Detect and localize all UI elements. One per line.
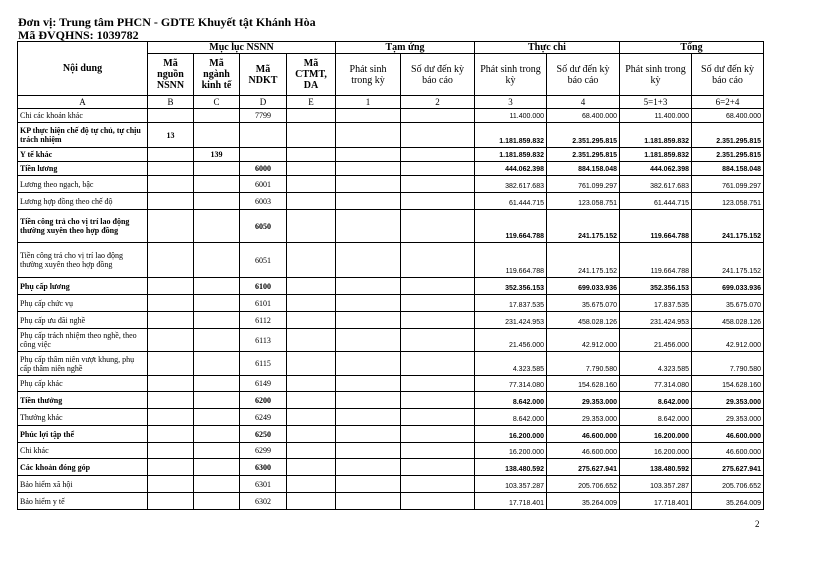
row-name: Phụ cấp trách nhiệm theo nghề, theo công việc bbox=[18, 329, 148, 352]
row-ma-ndkt: 6001 bbox=[240, 176, 287, 193]
row-tam-ung-phat-sinh bbox=[336, 352, 401, 376]
unit-name: Đơn vị: Trung tâm PHCN - GDTE Khuyết tật Khánh Hòa bbox=[18, 15, 316, 29]
row-tong-phat-sinh: 61.444.715 bbox=[620, 193, 692, 210]
row-name: Chi các khoản khác bbox=[18, 109, 148, 123]
table-row bbox=[18, 295, 764, 312]
row-thuc-chi-phat-sinh: 1.181.859.832 bbox=[475, 148, 547, 162]
row-thuc-chi-so-du: 458.028.126 bbox=[547, 312, 620, 329]
row-tam-ung-so-du bbox=[401, 476, 475, 493]
row-ma-ctmt bbox=[287, 409, 336, 426]
row-tam-ung-so-du bbox=[401, 392, 475, 409]
row-name: Tiền thưởng bbox=[18, 392, 148, 409]
table-row bbox=[18, 148, 764, 162]
row-thuc-chi-so-du: 68.400.000 bbox=[547, 109, 620, 123]
table-row bbox=[18, 193, 764, 210]
row-ma-ndkt bbox=[240, 148, 287, 162]
row-thuc-chi-phat-sinh: 17.718.401 bbox=[475, 493, 547, 510]
row-tong-phat-sinh: 119.664.788 bbox=[620, 210, 692, 243]
row-thuc-chi-so-du: 46.600.000 bbox=[547, 426, 620, 443]
row-tong-phat-sinh: 8.642.000 bbox=[620, 392, 692, 409]
col-ma-ndkt: Mã NDKT bbox=[240, 54, 287, 96]
row-ma-nguon bbox=[148, 278, 194, 295]
row-thuc-chi-phat-sinh: 77.314.080 bbox=[475, 376, 547, 392]
row-ma-nguon bbox=[148, 210, 194, 243]
col-tong: Tổng bbox=[620, 42, 764, 54]
row-thuc-chi-so-du: 29.353.000 bbox=[547, 392, 620, 409]
row-ma-ndkt: 6299 bbox=[240, 443, 287, 459]
row-tam-ung-phat-sinh bbox=[336, 312, 401, 329]
row-name: Bảo hiểm y tế bbox=[18, 493, 148, 510]
col-thuc-chi: Thực chi bbox=[475, 42, 620, 54]
row-ma-ndkt: 6101 bbox=[240, 295, 287, 312]
table-row bbox=[18, 352, 764, 376]
row-ma-nguon bbox=[148, 312, 194, 329]
row-tam-ung-so-du bbox=[401, 210, 475, 243]
row-thuc-chi-so-du: 699.033.936 bbox=[547, 278, 620, 295]
table-row bbox=[18, 493, 764, 510]
row-tong-so-du: 2.351.295.815 bbox=[692, 123, 764, 148]
row-thuc-chi-phat-sinh: 138.480.592 bbox=[475, 459, 547, 476]
row-ma-ctmt bbox=[287, 312, 336, 329]
col-muc-luc: Mục lục NSNN bbox=[148, 42, 336, 54]
table-row bbox=[18, 329, 764, 352]
row-name: KP thực hiện chế độ tự chủ, tự chịu trách nhiệm bbox=[18, 123, 148, 148]
table-row bbox=[18, 409, 764, 426]
row-tam-ung-phat-sinh bbox=[336, 459, 401, 476]
row-ma-ctmt bbox=[287, 148, 336, 162]
row-name: Lương theo ngạch, bậc bbox=[18, 176, 148, 193]
col-letter: B bbox=[148, 96, 194, 109]
table-row bbox=[18, 459, 764, 476]
row-tong-so-du: 458.028.126 bbox=[692, 312, 764, 329]
row-ma-ctmt bbox=[287, 123, 336, 148]
row-ma-ndkt: 6302 bbox=[240, 493, 287, 510]
row-thuc-chi-phat-sinh: 231.424.953 bbox=[475, 312, 547, 329]
row-ma-nganh bbox=[194, 312, 240, 329]
row-ma-nganh bbox=[194, 392, 240, 409]
row-tong-phat-sinh: 1.181.859.832 bbox=[620, 148, 692, 162]
row-tong-phat-sinh: 119.664.788 bbox=[620, 243, 692, 278]
col-ma-ctmt: Mã CTMT, DA bbox=[287, 54, 336, 96]
row-tam-ung-so-du bbox=[401, 176, 475, 193]
row-ma-ctmt bbox=[287, 352, 336, 376]
row-name: Các khoản đóng góp bbox=[18, 459, 148, 476]
row-thuc-chi-so-du: 205.706.652 bbox=[547, 476, 620, 493]
row-ma-ndkt: 6100 bbox=[240, 278, 287, 295]
row-tam-ung-phat-sinh bbox=[336, 329, 401, 352]
row-tam-ung-phat-sinh bbox=[336, 278, 401, 295]
row-tong-phat-sinh: 11.400.000 bbox=[620, 109, 692, 123]
col-letter: C bbox=[194, 96, 240, 109]
row-tong-phat-sinh: 4.323.585 bbox=[620, 352, 692, 376]
row-tam-ung-so-du bbox=[401, 329, 475, 352]
report-table bbox=[17, 41, 764, 510]
row-tong-phat-sinh: 16.200.000 bbox=[620, 426, 692, 443]
row-ma-ctmt bbox=[287, 329, 336, 352]
row-thuc-chi-phat-sinh: 1.181.859.832 bbox=[475, 123, 547, 148]
row-ma-ctmt bbox=[287, 392, 336, 409]
row-tam-ung-phat-sinh bbox=[336, 443, 401, 459]
row-ma-nguon bbox=[148, 243, 194, 278]
row-tam-ung-so-du bbox=[401, 243, 475, 278]
row-ma-nganh bbox=[194, 243, 240, 278]
row-tong-so-du: 29.353.000 bbox=[692, 409, 764, 426]
row-tam-ung-so-du bbox=[401, 409, 475, 426]
row-tong-so-du: 241.175.152 bbox=[692, 210, 764, 243]
row-tong-so-du: 761.099.297 bbox=[692, 176, 764, 193]
row-tam-ung-so-du bbox=[401, 148, 475, 162]
row-thuc-chi-phat-sinh: 61.444.715 bbox=[475, 193, 547, 210]
row-ma-nguon bbox=[148, 493, 194, 510]
table-row bbox=[18, 176, 764, 193]
row-tam-ung-phat-sinh bbox=[336, 210, 401, 243]
row-ma-ndkt: 6113 bbox=[240, 329, 287, 352]
row-ma-ctmt bbox=[287, 376, 336, 392]
row-thuc-chi-phat-sinh: 4.323.585 bbox=[475, 352, 547, 376]
row-name: Phụ cấp chức vụ bbox=[18, 295, 148, 312]
table-row bbox=[18, 243, 764, 278]
table-row bbox=[18, 123, 764, 148]
row-ma-ctmt bbox=[287, 243, 336, 278]
col-letter: A bbox=[18, 96, 148, 109]
row-tam-ung-so-du bbox=[401, 376, 475, 392]
col-letter: E bbox=[287, 96, 336, 109]
row-tam-ung-phat-sinh bbox=[336, 376, 401, 392]
row-ma-ndkt: 6249 bbox=[240, 409, 287, 426]
row-thuc-chi-phat-sinh: 444.062.398 bbox=[475, 162, 547, 176]
row-ma-ctmt bbox=[287, 278, 336, 295]
row-ma-ndkt: 6301 bbox=[240, 476, 287, 493]
col-letter: 1 bbox=[336, 96, 401, 109]
row-thuc-chi-phat-sinh: 8.642.000 bbox=[475, 409, 547, 426]
row-tong-so-du: 46.600.000 bbox=[692, 426, 764, 443]
row-tong-phat-sinh: 352.356.153 bbox=[620, 278, 692, 295]
row-ma-nganh bbox=[194, 109, 240, 123]
table-row bbox=[18, 109, 764, 123]
row-thuc-chi-phat-sinh: 382.617.683 bbox=[475, 176, 547, 193]
row-thuc-chi-so-du: 2.351.295.815 bbox=[547, 123, 620, 148]
row-tong-so-du: 699.033.936 bbox=[692, 278, 764, 295]
row-name: Thưởng khác bbox=[18, 409, 148, 426]
col-t-phat-sinh: Phát sinh trong kỳ bbox=[620, 54, 692, 96]
row-thuc-chi-phat-sinh: 352.356.153 bbox=[475, 278, 547, 295]
row-ma-nganh bbox=[194, 459, 240, 476]
row-ma-ndkt: 6003 bbox=[240, 193, 287, 210]
row-tam-ung-phat-sinh bbox=[336, 162, 401, 176]
table-row bbox=[18, 376, 764, 392]
unit-code: Mã ĐVQHNS: 1039782 bbox=[18, 28, 139, 42]
col-noi-dung: Nội dung bbox=[18, 42, 148, 96]
row-tam-ung-so-du bbox=[401, 493, 475, 510]
row-ma-nganh bbox=[194, 295, 240, 312]
row-ma-nganh bbox=[194, 443, 240, 459]
row-tong-so-du: 35.675.070 bbox=[692, 295, 764, 312]
row-name: Tiền lương bbox=[18, 162, 148, 176]
row-tong-so-du: 205.706.652 bbox=[692, 476, 764, 493]
row-ma-nguon bbox=[148, 426, 194, 443]
row-name: Bảo hiểm xã hội bbox=[18, 476, 148, 493]
row-thuc-chi-phat-sinh: 16.200.000 bbox=[475, 443, 547, 459]
row-tam-ung-so-du bbox=[401, 352, 475, 376]
column-index-row bbox=[18, 96, 764, 109]
row-ma-ctmt bbox=[287, 493, 336, 510]
table-row bbox=[18, 443, 764, 459]
col-tu-phat-sinh: Phát sinh trong kỳ bbox=[336, 54, 401, 96]
col-letter: 6=2+4 bbox=[692, 96, 764, 109]
row-ma-nguon bbox=[148, 193, 194, 210]
row-ma-nganh bbox=[194, 176, 240, 193]
row-ma-nguon: 13 bbox=[148, 123, 194, 148]
row-ma-nguon bbox=[148, 176, 194, 193]
row-tam-ung-so-du bbox=[401, 109, 475, 123]
row-tong-phat-sinh: 8.642.000 bbox=[620, 409, 692, 426]
row-tong-phat-sinh: 21.456.000 bbox=[620, 329, 692, 352]
row-tong-so-du: 154.628.160 bbox=[692, 376, 764, 392]
row-tam-ung-phat-sinh bbox=[336, 493, 401, 510]
row-tam-ung-phat-sinh bbox=[336, 476, 401, 493]
row-ma-ctmt bbox=[287, 295, 336, 312]
row-tam-ung-phat-sinh bbox=[336, 148, 401, 162]
row-ma-nguon bbox=[148, 352, 194, 376]
table-row bbox=[18, 392, 764, 409]
row-ma-nganh bbox=[194, 409, 240, 426]
row-thuc-chi-so-du: 241.175.152 bbox=[547, 210, 620, 243]
row-tam-ung-so-du bbox=[401, 123, 475, 148]
row-ma-nganh bbox=[194, 193, 240, 210]
col-tam-ung: Tạm ứng bbox=[336, 42, 475, 54]
row-ma-ctmt bbox=[287, 443, 336, 459]
row-ma-ctmt bbox=[287, 459, 336, 476]
row-tong-phat-sinh: 231.424.953 bbox=[620, 312, 692, 329]
row-tong-so-du: 7.790.580 bbox=[692, 352, 764, 376]
row-ma-nganh bbox=[194, 352, 240, 376]
row-tam-ung-so-du bbox=[401, 162, 475, 176]
row-ma-nguon bbox=[148, 148, 194, 162]
row-tam-ung-so-du bbox=[401, 312, 475, 329]
row-ma-ctmt bbox=[287, 426, 336, 443]
row-tong-phat-sinh: 444.062.398 bbox=[620, 162, 692, 176]
row-tong-phat-sinh: 382.617.683 bbox=[620, 176, 692, 193]
row-ma-ndkt: 6300 bbox=[240, 459, 287, 476]
row-tam-ung-phat-sinh bbox=[336, 243, 401, 278]
row-name: Y tế khác bbox=[18, 148, 148, 162]
row-thuc-chi-so-du: 29.353.000 bbox=[547, 409, 620, 426]
row-thuc-chi-so-du: 7.790.580 bbox=[547, 352, 620, 376]
table-row bbox=[18, 476, 764, 493]
row-thuc-chi-phat-sinh: 11.400.000 bbox=[475, 109, 547, 123]
row-thuc-chi-phat-sinh: 119.664.788 bbox=[475, 210, 547, 243]
row-ma-ndkt: 6250 bbox=[240, 426, 287, 443]
row-ma-nganh bbox=[194, 329, 240, 352]
row-name: Phụ cấp khác bbox=[18, 376, 148, 392]
row-ma-ctmt bbox=[287, 176, 336, 193]
row-ma-ndkt: 6149 bbox=[240, 376, 287, 392]
row-thuc-chi-so-du: 884.158.048 bbox=[547, 162, 620, 176]
row-ma-ctmt bbox=[287, 193, 336, 210]
row-ma-nganh bbox=[194, 476, 240, 493]
row-ma-ndkt: 6112 bbox=[240, 312, 287, 329]
row-name: Phụ cấp ưu đãi nghề bbox=[18, 312, 148, 329]
row-ma-ctmt bbox=[287, 162, 336, 176]
row-ma-nguon bbox=[148, 329, 194, 352]
row-ma-nganh bbox=[194, 210, 240, 243]
row-tong-phat-sinh: 103.357.287 bbox=[620, 476, 692, 493]
row-thuc-chi-so-du: 35.264.009 bbox=[547, 493, 620, 510]
row-tam-ung-phat-sinh bbox=[336, 193, 401, 210]
row-tong-so-du: 46.600.000 bbox=[692, 443, 764, 459]
row-ma-nguon bbox=[148, 443, 194, 459]
row-tam-ung-phat-sinh bbox=[336, 176, 401, 193]
col-t-so-du: Số dư đến kỳ báo cáo bbox=[692, 54, 764, 96]
row-ma-nguon bbox=[148, 162, 194, 176]
table-row bbox=[18, 278, 764, 295]
row-thuc-chi-phat-sinh: 16.200.000 bbox=[475, 426, 547, 443]
row-tong-so-du: 42.912.000 bbox=[692, 329, 764, 352]
row-ma-nganh bbox=[194, 123, 240, 148]
row-tam-ung-so-du bbox=[401, 426, 475, 443]
row-tam-ung-so-du bbox=[401, 278, 475, 295]
row-ma-nganh bbox=[194, 493, 240, 510]
row-tong-so-du: 29.353.000 bbox=[692, 392, 764, 409]
row-tong-phat-sinh: 17.837.535 bbox=[620, 295, 692, 312]
row-tong-so-du: 884.158.048 bbox=[692, 162, 764, 176]
table-row bbox=[18, 210, 764, 243]
row-tam-ung-phat-sinh bbox=[336, 409, 401, 426]
row-ma-ndkt: 6000 bbox=[240, 162, 287, 176]
row-thuc-chi-so-du: 35.675.070 bbox=[547, 295, 620, 312]
row-ma-nguon bbox=[148, 392, 194, 409]
col-tc-so-du: Số dư đến kỳ báo cáo bbox=[547, 54, 620, 96]
row-tam-ung-phat-sinh bbox=[336, 426, 401, 443]
row-tam-ung-so-du bbox=[401, 193, 475, 210]
col-tc-phat-sinh: Phát sinh trong kỳ bbox=[475, 54, 547, 96]
page-number: 2 bbox=[755, 519, 760, 529]
row-tong-phat-sinh: 1.181.859.832 bbox=[620, 123, 692, 148]
row-ma-nguon bbox=[148, 409, 194, 426]
row-tong-so-du: 35.264.009 bbox=[692, 493, 764, 510]
row-thuc-chi-phat-sinh: 21.456.000 bbox=[475, 329, 547, 352]
row-name: Phụ cấp lương bbox=[18, 278, 148, 295]
row-tong-so-du: 275.627.941 bbox=[692, 459, 764, 476]
row-ma-nganh bbox=[194, 162, 240, 176]
row-thuc-chi-so-du: 241.175.152 bbox=[547, 243, 620, 278]
row-tam-ung-phat-sinh bbox=[336, 392, 401, 409]
col-ma-nguon: Mã nguồn NSNN bbox=[148, 54, 194, 96]
row-tam-ung-phat-sinh bbox=[336, 295, 401, 312]
table-row bbox=[18, 312, 764, 329]
row-ma-ndkt bbox=[240, 123, 287, 148]
row-ma-nganh: 139 bbox=[194, 148, 240, 162]
row-ma-nganh bbox=[194, 426, 240, 443]
row-thuc-chi-so-du: 2.351.295.815 bbox=[547, 148, 620, 162]
row-ma-ndkt: 7799 bbox=[240, 109, 287, 123]
row-ma-ctmt bbox=[287, 210, 336, 243]
row-ma-ndkt: 6200 bbox=[240, 392, 287, 409]
row-tam-ung-so-du bbox=[401, 459, 475, 476]
col-letter: 5=1+3 bbox=[620, 96, 692, 109]
row-thuc-chi-phat-sinh: 8.642.000 bbox=[475, 392, 547, 409]
row-tong-phat-sinh: 77.314.080 bbox=[620, 376, 692, 392]
row-ma-nganh bbox=[194, 278, 240, 295]
col-ma-nganh: Mã ngành kinh tế bbox=[194, 54, 240, 96]
table-row bbox=[18, 162, 764, 176]
col-tu-so-du: Số dư đến kỳ báo cáo bbox=[401, 54, 475, 96]
row-thuc-chi-phat-sinh: 119.664.788 bbox=[475, 243, 547, 278]
row-thuc-chi-so-du: 46.600.000 bbox=[547, 443, 620, 459]
row-ma-ctmt bbox=[287, 476, 336, 493]
row-thuc-chi-so-du: 123.058.751 bbox=[547, 193, 620, 210]
row-ma-nguon bbox=[148, 459, 194, 476]
row-tong-phat-sinh: 138.480.592 bbox=[620, 459, 692, 476]
row-ma-ndkt: 6050 bbox=[240, 210, 287, 243]
row-thuc-chi-so-du: 761.099.297 bbox=[547, 176, 620, 193]
row-thuc-chi-phat-sinh: 17.837.535 bbox=[475, 295, 547, 312]
row-ma-ndkt: 6115 bbox=[240, 352, 287, 376]
row-tam-ung-phat-sinh bbox=[336, 109, 401, 123]
row-tam-ung-so-du bbox=[401, 443, 475, 459]
row-thuc-chi-so-du: 42.912.000 bbox=[547, 329, 620, 352]
row-ma-ndkt: 6051 bbox=[240, 243, 287, 278]
row-tam-ung-phat-sinh bbox=[336, 123, 401, 148]
row-name: Chi khác bbox=[18, 443, 148, 459]
row-tong-so-du: 68.400.000 bbox=[692, 109, 764, 123]
row-name: Lương hợp đồng theo chế độ bbox=[18, 193, 148, 210]
row-thuc-chi-phat-sinh: 103.357.287 bbox=[475, 476, 547, 493]
row-name: Phụ cấp thâm niên vượt khung, phụ cấp thâm niên nghề bbox=[18, 352, 148, 376]
row-tong-phat-sinh: 16.200.000 bbox=[620, 443, 692, 459]
row-name: Tiền công trả cho vị trí lao động thường xuyên theo hợp đồng bbox=[18, 243, 148, 278]
row-tong-so-du: 2.351.295.815 bbox=[692, 148, 764, 162]
col-letter: 4 bbox=[547, 96, 620, 109]
row-ma-nguon bbox=[148, 476, 194, 493]
row-tong-so-du: 241.175.152 bbox=[692, 243, 764, 278]
row-name: Tiền công trả cho vị trí lao động thường xuyên theo hợp đồng bbox=[18, 210, 148, 243]
row-tong-so-du: 123.058.751 bbox=[692, 193, 764, 210]
col-letter: 3 bbox=[475, 96, 547, 109]
row-ma-nganh bbox=[194, 376, 240, 392]
row-ma-nguon bbox=[148, 376, 194, 392]
row-thuc-chi-so-du: 275.627.941 bbox=[547, 459, 620, 476]
row-ma-ctmt bbox=[287, 109, 336, 123]
row-name: Phúc lợi tập thể bbox=[18, 426, 148, 443]
row-ma-nguon bbox=[148, 295, 194, 312]
row-tong-phat-sinh: 17.718.401 bbox=[620, 493, 692, 510]
row-tam-ung-so-du bbox=[401, 295, 475, 312]
col-letter: 2 bbox=[401, 96, 475, 109]
row-thuc-chi-so-du: 154.628.160 bbox=[547, 376, 620, 392]
col-letter: D bbox=[240, 96, 287, 109]
table-row bbox=[18, 426, 764, 443]
row-ma-nguon bbox=[148, 109, 194, 123]
